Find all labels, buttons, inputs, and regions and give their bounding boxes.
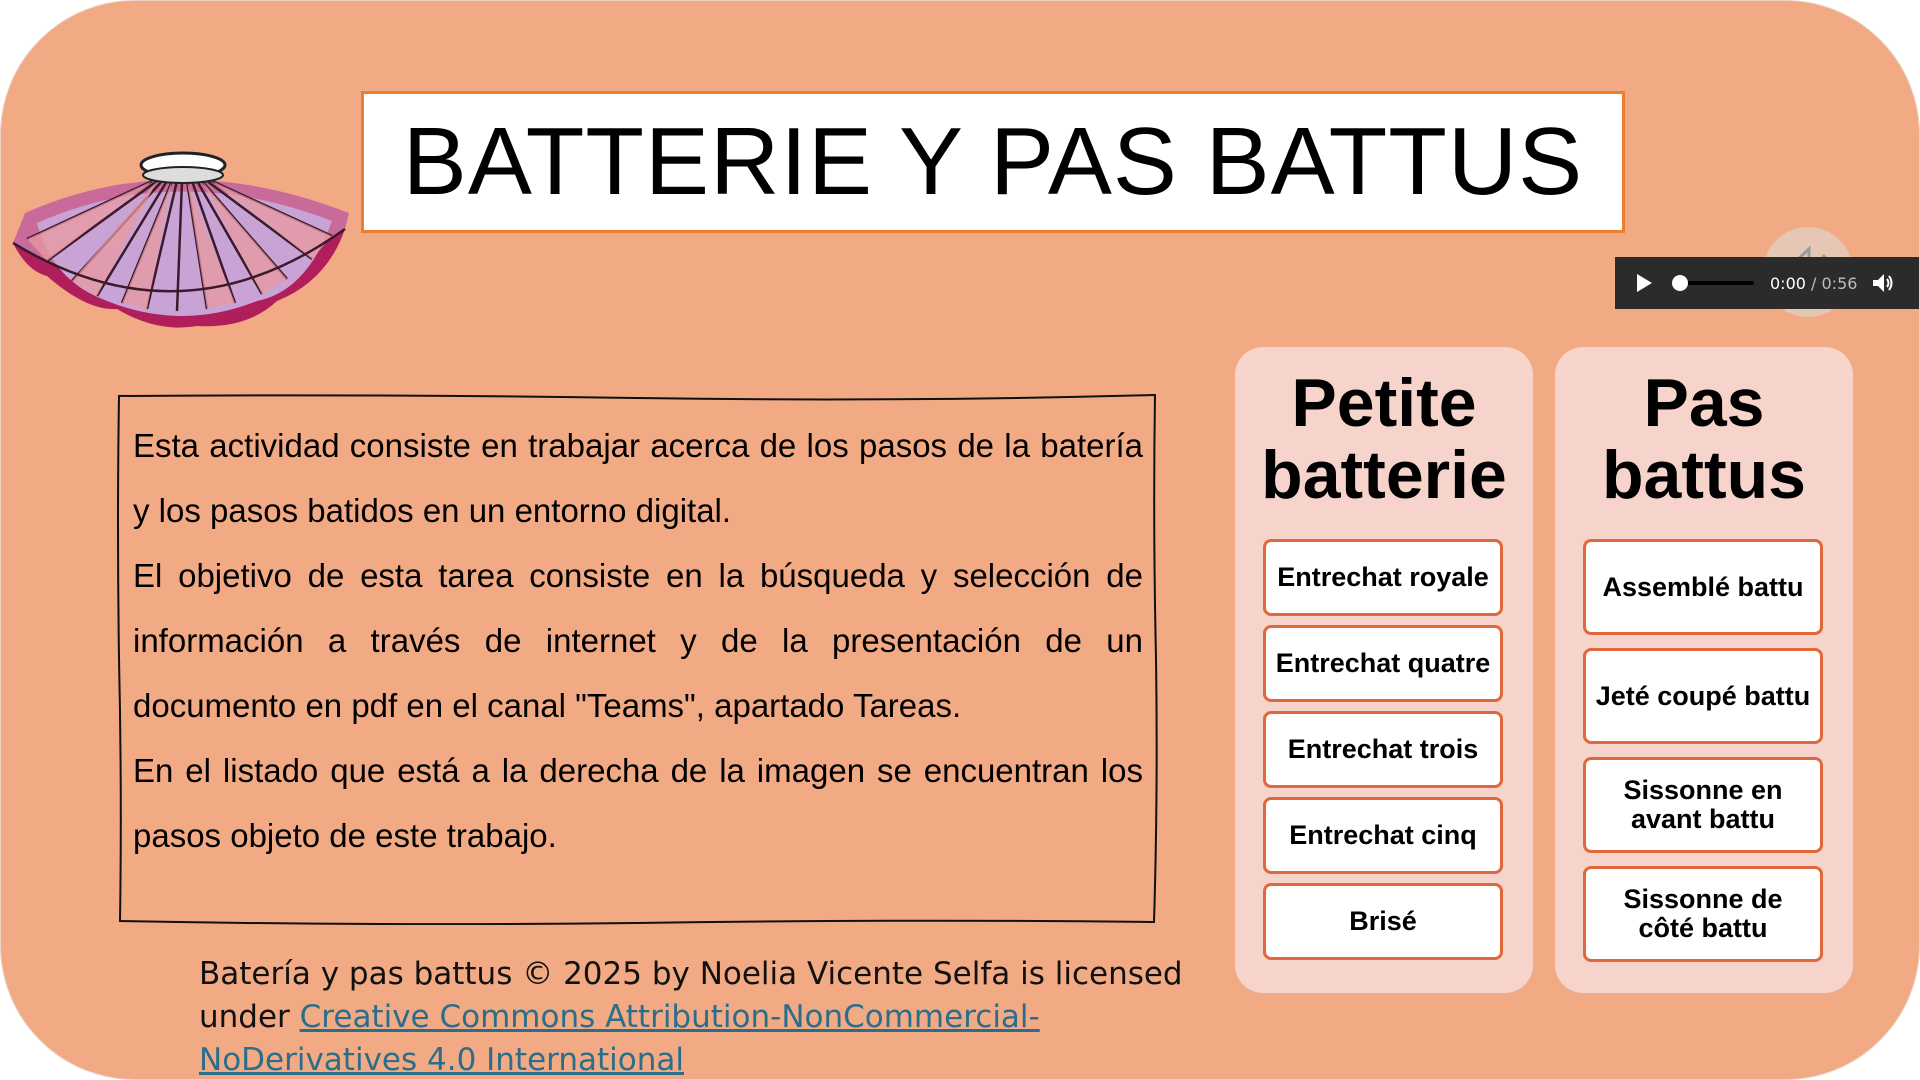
description-text (133, 413, 1143, 868)
license-link[interactable]: Creative Commons Attribution-NonCommercial-NoDerivatives 4.0 International (199, 999, 1040, 1078)
petite-batterie-heading: Petite batterie (1261, 365, 1507, 513)
title-box (361, 91, 1625, 233)
step-sissonne-de-cote-battu[interactable]: Sissonne de côté battu (1583, 866, 1823, 962)
audio-time (1770, 274, 1857, 293)
description-paragraph: Esta actividad consiste en trabajar acerca de los pasos de la batería y los pasos batidos en un entorno digital. (133, 427, 1143, 529)
audio-current-time: 0:00 (1770, 273, 1806, 293)
page-title: BATTERIE Y PAS BATTUS (402, 108, 1584, 215)
audio-player (1615, 257, 1919, 309)
play-icon[interactable] (1637, 274, 1652, 292)
audio-duration: 0:56 (1821, 273, 1858, 293)
step-assemble-battu[interactable]: Assemblé battu (1583, 539, 1823, 635)
pas-battus-panel (1555, 347, 1853, 993)
description-box (117, 393, 1159, 925)
description-paragraph: En el listado que está a la derecha de la imagen se encuentran los pasos objeto de este trabajo. (133, 752, 1143, 854)
step-brise[interactable]: Brisé (1263, 883, 1503, 960)
license-note (199, 953, 1199, 1080)
step-entrechat-trois[interactable]: Entrechat trois (1263, 711, 1503, 788)
step-entrechat-royale[interactable]: Entrechat royale (1263, 539, 1503, 616)
petite-batterie-panel (1235, 347, 1533, 993)
pas-battus-heading: Pas battus (1602, 365, 1806, 513)
audio-time-separator: / (1805, 273, 1822, 293)
license-text: Batería y pas battus © 2025 by Noelia Vicente Selfa is licensed under (199, 956, 1183, 1035)
step-entrechat-quatre[interactable]: Entrechat quatre (1263, 625, 1503, 702)
audio-progress-knob[interactable] (1672, 275, 1688, 291)
audio-progress-slider[interactable] (1674, 281, 1754, 285)
tutu-illustration (7, 151, 357, 336)
description-paragraph: El objetivo de esta tarea consiste en la búsqueda y selección de información a través de internet y de la presentación de un documento en pdf en el canal "Teams", apartado Tareas. (133, 557, 1143, 724)
step-entrechat-cinq[interactable]: Entrechat cinq (1263, 797, 1503, 874)
volume-icon[interactable] (1871, 272, 1895, 294)
step-jete-coupe-battu[interactable]: Jeté coupé battu (1583, 648, 1823, 744)
step-sissonne-en-avant-battu[interactable]: Sissonne en avant battu (1583, 757, 1823, 853)
